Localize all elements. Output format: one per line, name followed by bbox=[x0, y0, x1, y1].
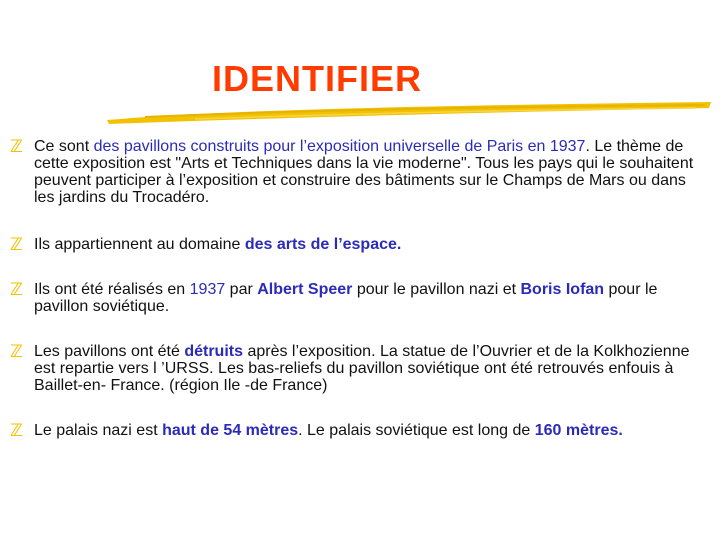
z-dingbat-icon: ℤ bbox=[10, 137, 23, 157]
slide-title: IDENTIFIER bbox=[212, 58, 423, 99]
bullet-text: Ils ont été réalisés en 1937 par Albert Speer pour le pavillon nazi et Boris Iofan pour le pavillon soviétique. bbox=[34, 281, 658, 315]
brush-stroke-underline bbox=[105, 98, 715, 124]
highlight-text: haut de 54 mètres bbox=[162, 422, 299, 439]
bullet-text: Le palais nazi est haut de 54 mètres. Le palais soviétique est long de 160 mètres. bbox=[34, 422, 623, 439]
bullet-item bbox=[10, 138, 710, 206]
highlight-text: des pavillons construits pour l’exposition universelle de Paris en 1937 bbox=[93, 138, 586, 155]
highlight-text: 1937 bbox=[189, 281, 226, 298]
bullet-item bbox=[10, 281, 710, 315]
highlight-text: Albert Speer bbox=[257, 281, 353, 298]
bullet-text: Ils appartiennent au domaine des arts de l’espace. bbox=[34, 236, 402, 253]
bullet-text: Les pavillons ont été détruits après l’exposition. La statue de l’Ouvrier et de la Kolkhozienne est repartie vers l ’URSS. Les bas-reliefs du pavillon soviétique ont été retrouvés enfouis à Baillet-en- France. (région Ile -de France) bbox=[34, 343, 690, 394]
highlight-text: Boris Iofan bbox=[520, 281, 605, 298]
bullet-item bbox=[10, 422, 710, 440]
bullet-item bbox=[10, 343, 710, 394]
z-dingbat-icon: ℤ bbox=[10, 280, 23, 300]
z-dingbat-icon: ℤ bbox=[10, 235, 23, 255]
highlight-text: 160 mètres. bbox=[534, 422, 623, 439]
bullet-item bbox=[10, 236, 710, 254]
z-dingbat-icon: ℤ bbox=[10, 342, 23, 362]
highlight-text: détruits bbox=[184, 343, 243, 360]
z-dingbat-icon: ℤ bbox=[10, 421, 23, 441]
bullet-text: Ce sont des pavillons construits pour l’exposition universelle de Paris en 1937. Le thème de cette exposition est "Arts et Techniques dans la vie moderne". Tous les pays qui le souhaitent peuvent participer à l’exposition et construire des bâtiments sur le Champs de Mars ou dans les jardins du Trocadéro. bbox=[34, 138, 694, 206]
highlight-text: des arts de l’espace. bbox=[244, 236, 402, 253]
